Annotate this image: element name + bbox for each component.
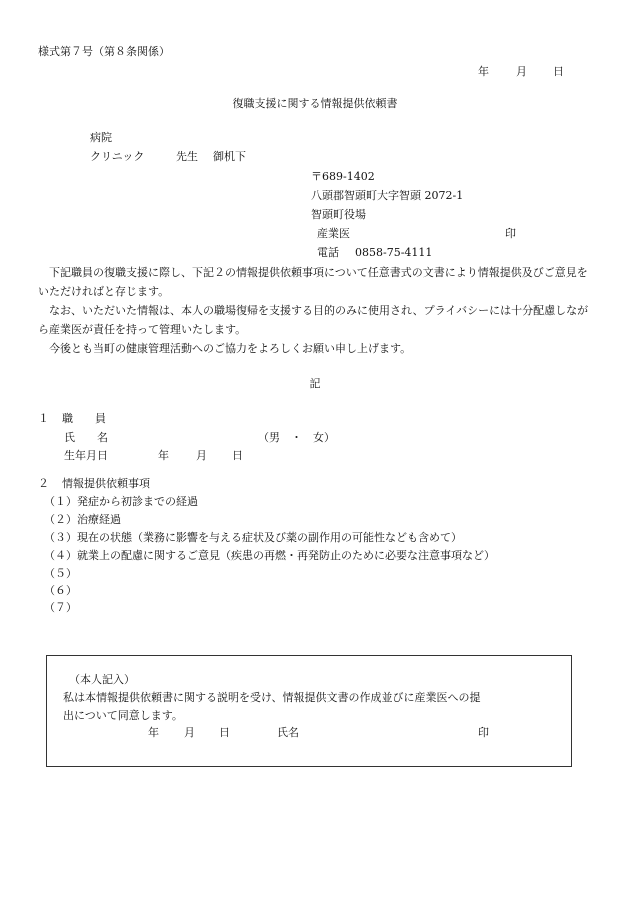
addressee-clinic: クリニック (90, 150, 145, 163)
section1-number: １ (38, 412, 49, 425)
consent-date-day: 日 (219, 726, 230, 739)
consent-heading: （本人記入） (69, 673, 135, 686)
request-item: （６） (44, 584, 77, 597)
birthdate-day: 日 (232, 449, 243, 462)
sender-seal-mark: 印 (505, 227, 516, 240)
consent-box (46, 655, 572, 767)
body-paragraph-1: 下記職員の復職支援に際し、下記２の情報提供依頼事項について任意書式の文書により情報提供及びご意見をいただければと存じます。 (38, 266, 588, 298)
section2-number: ２ (38, 477, 49, 490)
request-item: （４）就業上の配慮に関するご意見（疾患の再燃・再発防止のために必要な注意事項など） (44, 549, 495, 562)
section1-title: 職 員 (62, 412, 106, 425)
header-date-year: 年 (478, 65, 489, 78)
body-paragraph-3: 今後とも当町の健康管理活動へのご協力をよろしくお願い申し上げます。 (49, 342, 412, 355)
request-item: （５） (44, 567, 77, 580)
body-paragraph-2: なお、いただいた情報は、本人の職場復帰を支援する目的のみに使用され、プライバシーには十分配慮しながら産業医が責任を持って管理いたします。 (38, 304, 589, 336)
header-date-day: 日 (553, 65, 564, 78)
consent-date-year: 年 (148, 726, 159, 739)
header-date-month: 月 (516, 65, 527, 78)
sender-role: 産業医 (317, 227, 350, 240)
request-item: （２）治療経過 (44, 513, 121, 526)
consent-text-line-2: 出について同意します。 (63, 709, 183, 722)
birthdate-year: 年 (158, 449, 169, 462)
document-title: 復職支援に関する情報提供依頼書 (232, 97, 398, 110)
gender-choice: （男 ・ 女） (258, 431, 335, 444)
section2-title: 情報提供依頼事項 (62, 477, 150, 490)
addressee-gokiden: 御机下 (213, 150, 246, 163)
request-item: （３）現在の状態（業務に影響を与える症状及び薬の副作用の可能性なども含めて） (44, 531, 462, 544)
consent-date-month: 月 (184, 726, 195, 739)
sender-organization: 智頭町役場 (311, 208, 366, 221)
sender-postal-code: 〒689-1402 (311, 170, 375, 183)
sender-phone-label: 電話 (317, 246, 339, 259)
addressee-sensei: 先生 (176, 150, 198, 163)
sender-phone: 0858-75-4111 (355, 246, 433, 259)
form-number: 様式第７号（第８条関係） (38, 45, 170, 58)
sender-address: 八頭郡智頭町大字智頭 2072-1 (311, 189, 464, 202)
birthdate-month: 月 (196, 449, 207, 462)
ki-heading: 記 (309, 377, 321, 390)
consent-text-line-1: 私は本情報提供依頼書に関する説明を受け、情報提供文書の作成並びに産業医への提 (63, 691, 481, 704)
birthdate-label: 生年月日 (64, 449, 108, 462)
request-item: （１）発症から初診までの経過 (44, 495, 198, 508)
addressee-hospital: 病院 (90, 131, 112, 144)
consent-name-label: 氏名 (277, 726, 299, 739)
consent-seal-mark: 印 (478, 726, 489, 739)
name-label: 氏 名 (64, 431, 108, 444)
request-item: （７） (44, 601, 77, 614)
